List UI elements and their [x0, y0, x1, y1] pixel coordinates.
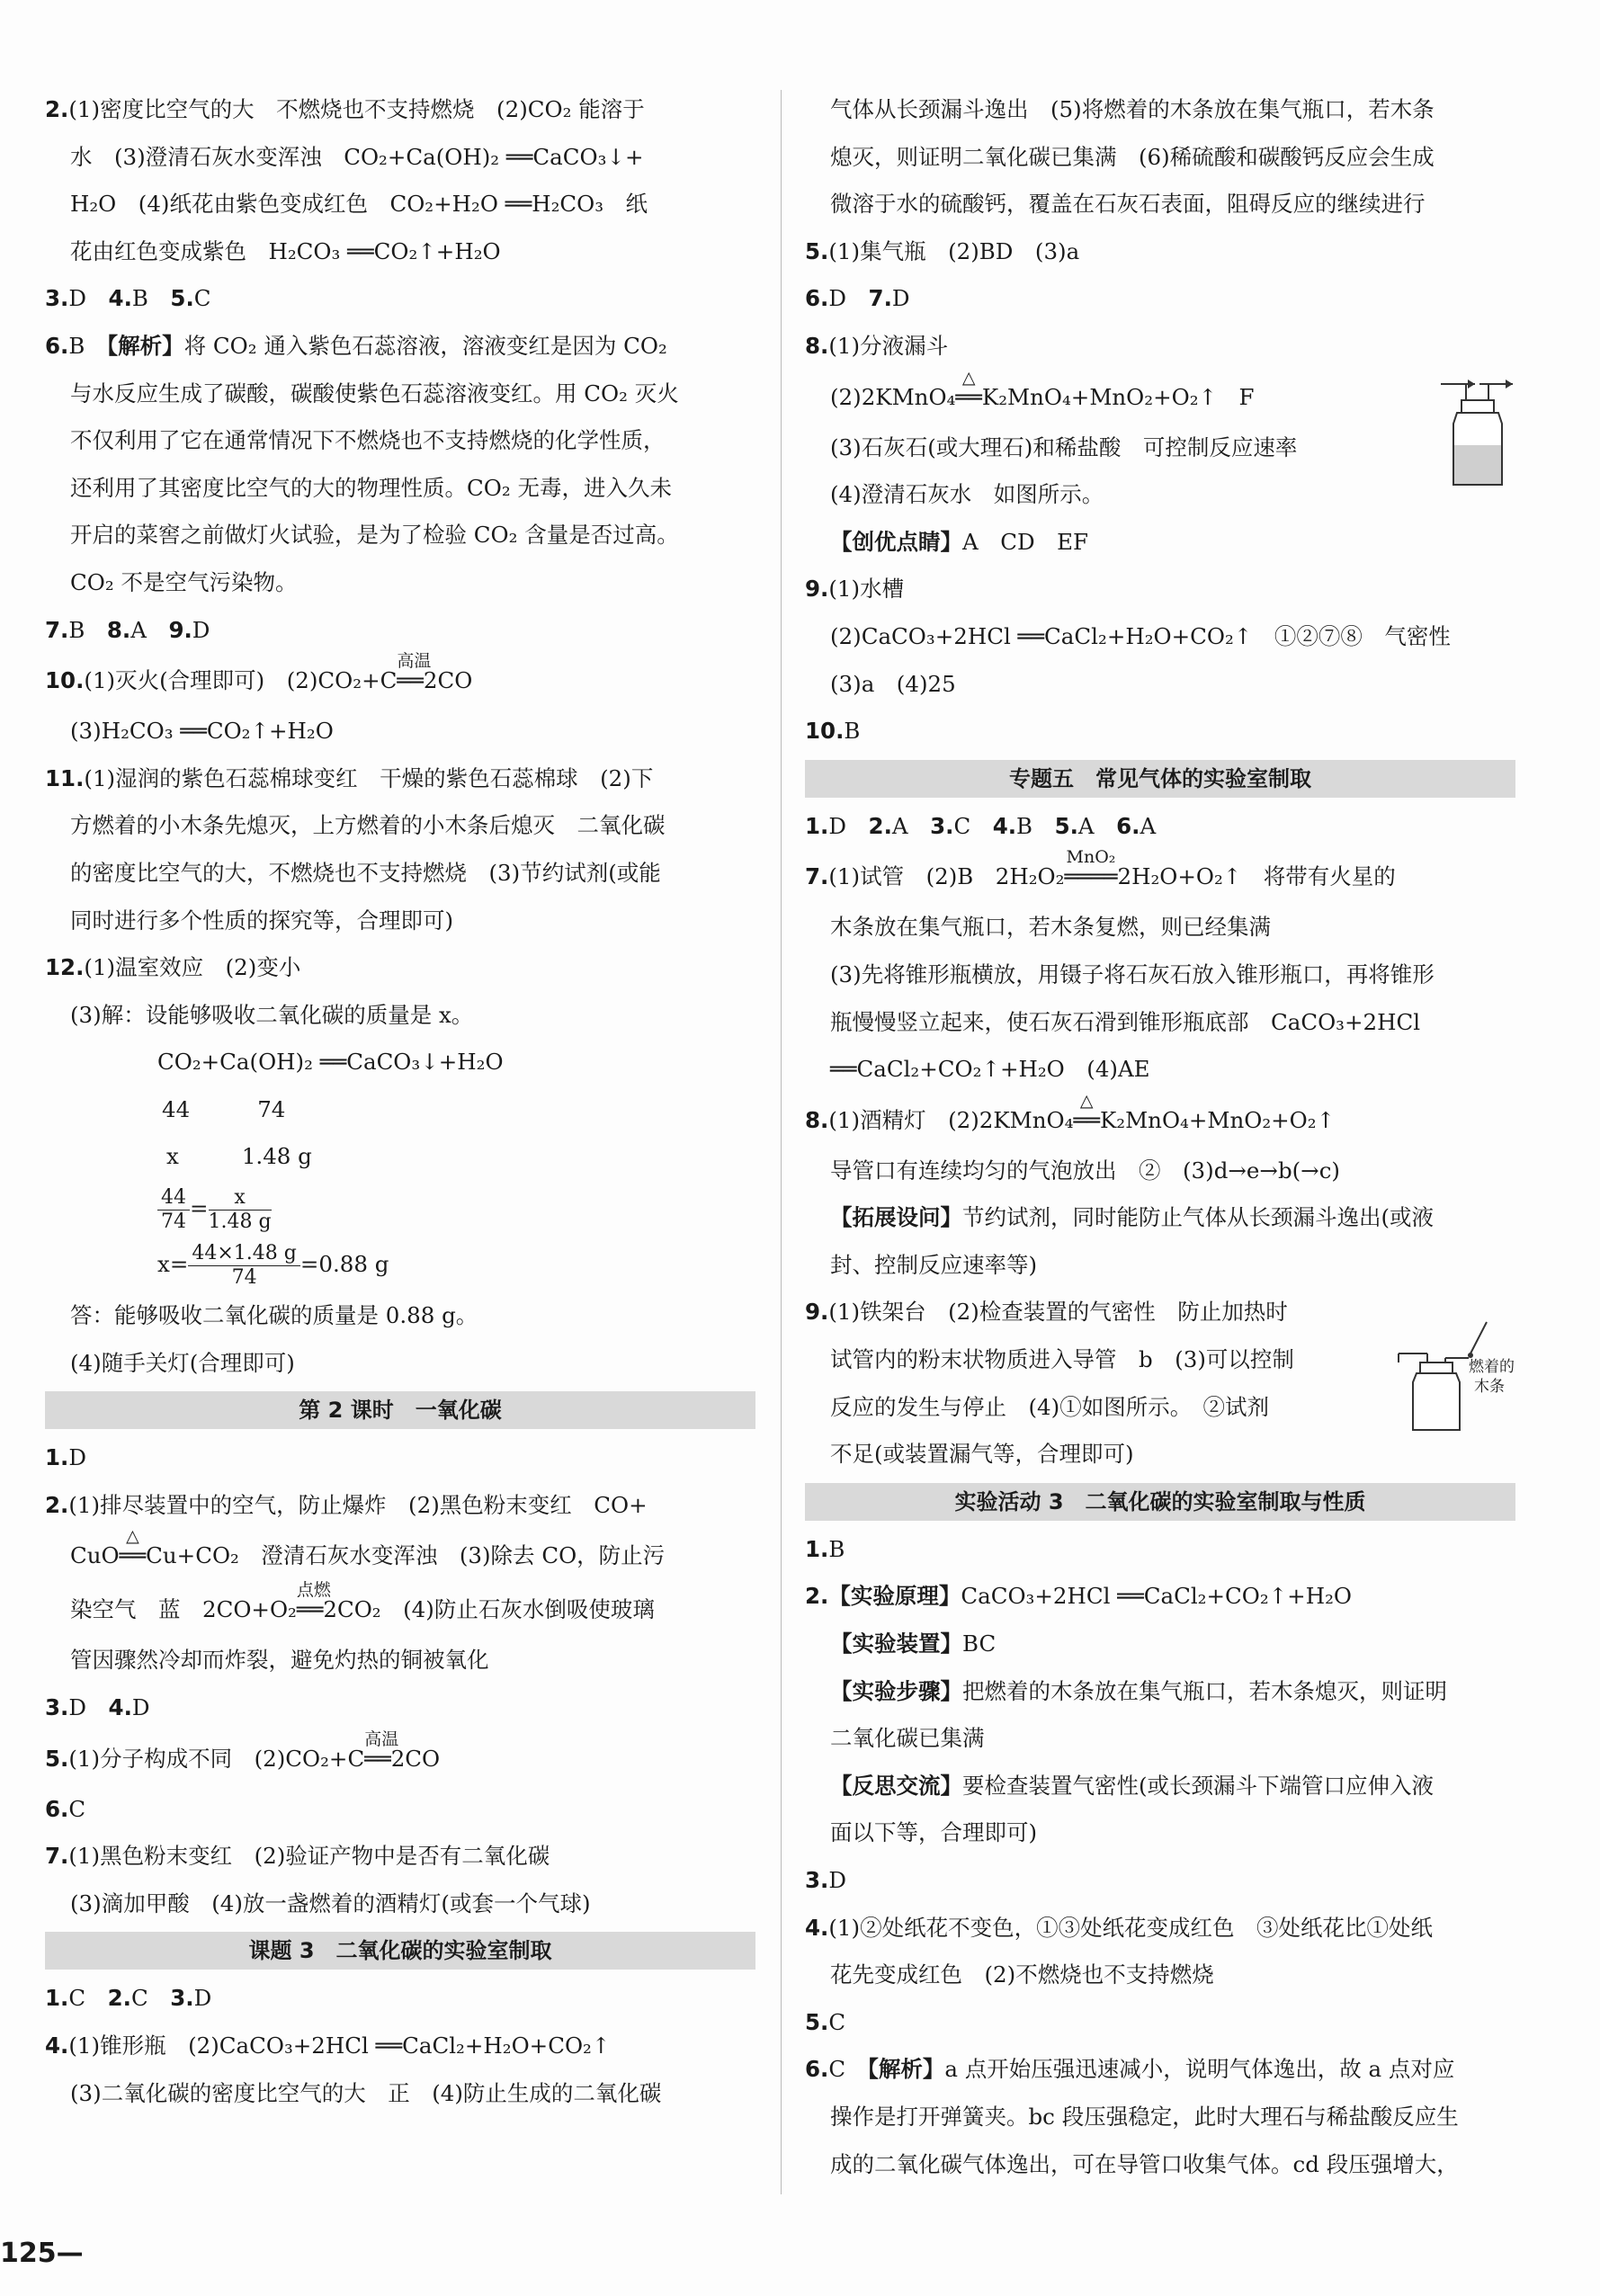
answer-line: 封、控制反应速率等): [830, 1251, 1038, 1278]
collecting-bottle-icon: [1390, 1318, 1524, 1443]
answer-line: 5.(1)集气瓶 (2)BD (3)a: [805, 237, 1080, 264]
answer-line: 1.D: [45, 1444, 87, 1471]
answer-line: 与水反应生成了碳酸，碳酸使紫色石蕊溶液变红。用 CO₂ 灭火: [70, 380, 679, 406]
answer-line: (4)澄清石灰水 如图所示。: [830, 481, 1104, 508]
answer-line: 4.(1)②处纸花不变色，①③处纸花变成红色 ③处纸花比①处纸: [805, 1914, 1434, 1941]
answer-line: (3)a (4)25: [830, 670, 956, 697]
reaction-condition: △ ══: [1073, 1090, 1100, 1133]
section-header: 实验活动 3 二氧化碳的实验室制取与性质: [805, 1483, 1515, 1521]
answer-line: 【反思交流】要检查装置气密性(或长颈漏斗下端管口应伸入液: [830, 1772, 1435, 1799]
fraction: $\frac{44\times 1.48 g}{74}$: [188, 1242, 300, 1290]
answer-line: 7.B 8.A 9.D: [45, 616, 210, 643]
answer-line: 花先变成红色 (2)不燃烧也不支持燃烧: [830, 1961, 1214, 1988]
svg-text:木条: 木条: [1474, 1378, 1505, 1396]
answer-line: 2.【实验原理】CaCO₃+2HCl ══CaCl₂+CO₂↑+H₂O: [805, 1583, 1352, 1610]
answer-line: 9.(1)铁架台 (2)检查装置的气密性 防止加热时: [805, 1299, 1288, 1326]
answer-line: 瓶慢慢竖立起来，使石灰石滑到锥形瓶底部 CaCO₃+2HCl: [830, 1008, 1421, 1035]
answer-line: 操作是打开弹簧夹。bc 段压强稳定，此时大理石与稀盐酸反应生: [830, 2103, 1459, 2130]
answer-line: 试管内的粉末状物质进入导管 b (3)可以控制: [830, 1346, 1294, 1373]
answer-line: 气体从长颈漏斗逸出 (5)将燃着的木条放在集气瓶口，若木条: [830, 96, 1435, 122]
answer-line: 答：能够吸收二氧化碳的质量是 0.88 g。: [70, 1302, 478, 1329]
answer-line: 还利用了其密度比空气的大的物理性质。CO₂ 无毒，进入久未: [70, 474, 672, 501]
answer-line: CuO △ ══Cu+CO₂ 澄清石灰水变浑浊 (3)除去 CO，防止污: [45, 1529, 755, 1583]
fraction: $\frac{x}{1.48 g}$: [208, 1186, 272, 1234]
reaction-condition: △ ══: [955, 367, 982, 410]
answer-line: 1.C 2.C 3.D: [45, 1985, 212, 2012]
answer-line: 3.D 4.D: [45, 1694, 150, 1721]
answer-line: 同时进行多个性质的探究等，合理即可): [70, 907, 454, 934]
svg-text:燃着的: 燃着的: [1469, 1358, 1515, 1376]
answer-line: CO₂ 不是空气污染物。: [70, 568, 298, 595]
answer-line: 导管口有连续均匀的气泡放出 ② (3)d→e→b(→c): [830, 1157, 1340, 1184]
answer-line: 【实验装置】BC: [830, 1630, 997, 1657]
answer-line: 管因骤然冷却而炸裂，避免灼热的铜被氧化: [70, 1647, 489, 1674]
answer-line: (3)二氧化碳的密度比空气的大 正 (4)防止生成的二氧化碳: [70, 2079, 662, 2106]
answer-line: (3)H₂CO₃ ══CO₂↑+H₂O: [70, 718, 334, 745]
answer-line: H₂O (4)纸花由紫色变成红色 CO₂+H₂O ══H₂CO₃ 纸: [70, 191, 648, 218]
answer-line: 【拓展设问】节约试剂，同时能防止气体从长颈漏斗逸出(或液: [830, 1204, 1435, 1231]
reaction-condition: 高温 ══: [364, 1729, 399, 1772]
answer-line: 6.B 【解析】将 CO₂ 通入紫色石蕊溶液，溶液变红是因为 CO₂: [45, 332, 667, 359]
reaction-condition: 点燃 ══: [296, 1580, 331, 1623]
answer-line: (2)CaCO₃+2HCl ══CaCl₂+H₂O+CO₂↑ ①②⑦⑧ 气密性: [830, 622, 1451, 649]
answer-line: 8.(1)分液漏斗: [805, 332, 949, 359]
answer-line: 12.(1)温室效应 (2)变小: [45, 954, 301, 981]
answer-line: 面以下等，合理即可): [830, 1819, 1038, 1846]
left-column: [45, 86, 755, 2117]
answer-line: 7.(1)黑色粉末变红 (2)验证产物中是否有二氧化碳: [45, 1843, 550, 1870]
answer-line: (4)随手关灯(合理即可): [70, 1349, 295, 1376]
answer-line: (3)石灰石(或大理石)和稀盐酸 可控制反应速率: [830, 433, 1298, 460]
answer-line: 开启的菜窖之前做灯火试验，是为了检验 CO₂ 含量是否过高。: [70, 522, 679, 549]
answer-line: 2.(1)密度比空气的大 不燃烧也不支持燃烧 (2)CO₂ 能溶于: [45, 96, 645, 122]
answer-line: 熄灭，则证明二氧化碳已集满 (6)稀硫酸和碳酸钙反应会生成: [830, 143, 1435, 170]
answer-line: 9.(1)水槽: [805, 576, 905, 603]
ratio-line: x 1.48 g: [166, 1143, 312, 1170]
answer-line: (2)2KMnO₄ △ ══K₂MnO₄+MnO₂+O₂↑ F: [805, 371, 1515, 424]
answer-line: 6.C: [45, 1795, 86, 1822]
burning-stick-figure: [1390, 1318, 1524, 1447]
section-header: 课题 3 二氧化碳的实验室制取: [45, 1932, 755, 1970]
answer-line: 成的二氧化碳气体逸出，可在导管口收集气体。cd 段压强增大，: [830, 2150, 1459, 2177]
answer-line: 10.(1)灭火(合理即可) (2)CO₂+C 高温 ══2CO: [45, 654, 755, 708]
answer-line: 花由红色变成紫色 H₂CO₃ ══CO₂↑+H₂O: [70, 237, 501, 264]
gas-bottle-icon: [1439, 373, 1515, 490]
answer-line: 5.(1)分子构成不同 (2)CO₂+C 高温 ══2CO: [45, 1732, 755, 1786]
answer-line: 5.C: [805, 2008, 846, 2035]
answer-line: 水 (3)澄清石灰水变浑浊 CO₂+Ca(OH)₂ ══CaCO₃↓+: [70, 143, 644, 170]
right-column: [805, 86, 1515, 2188]
answer-line: 【实验步骤】把燃着的木条放在集气瓶口，若木条熄灭，则证明: [830, 1677, 1447, 1704]
answer-line: 10.B: [805, 718, 861, 745]
answer-line: 二氧化碳已集满: [830, 1725, 985, 1752]
proportion-line: $\frac{44}{74}$ = $\frac{x}{1.48 g}$: [45, 1181, 755, 1237]
answer-line: 11.(1)湿润的紫色石蕊棉球变红 干燥的紫色石蕊棉球 (2)下: [45, 764, 654, 791]
answer-line: 微溶于水的硫酸钙，覆盖在石灰石表面，阻碍反应的继续进行: [830, 191, 1426, 218]
answer-line: 1.B: [805, 1535, 845, 1562]
answer-line: 4.(1)锥形瓶 (2)CaCO₃+2HCl ══CaCl₂+H₂O+CO₂↑: [45, 2032, 611, 2059]
ratio-line: 44 74: [162, 1095, 286, 1122]
answer-line: 3.D: [805, 1867, 847, 1893]
reaction-condition: 高温 ══: [397, 651, 432, 694]
answer-line: 7.(1)试管 (2)B 2H₂O₂ MnO₂ ════2H₂O+O₂↑ 将带有火星的: [805, 850, 1515, 904]
answer-line: 的密度比空气的大，不燃烧也不支持燃烧 (3)节约试剂(或能: [70, 859, 661, 886]
gas-bottle-figure: [1439, 373, 1515, 494]
answer-line: 1.D 2.A 3.C 4.B 5.A 6.A: [805, 812, 1157, 839]
answer-line: ══CaCl₂+CO₂↑+H₂O (4)AE: [830, 1056, 1150, 1083]
column-divider: [781, 90, 782, 2194]
answer-line: 反应的发生与停止 (4)①如图所示。 ②试剂: [830, 1393, 1269, 1420]
answer-line: 8.(1)酒精灯 (2)2KMnO₄ △ ══K₂MnO₄+MnO₂+O₂↑: [805, 1094, 1515, 1148]
answer-line: 不足(或装置漏气等，合理即可): [830, 1441, 1134, 1468]
section-header: 第 2 课时 一氧化碳: [45, 1391, 755, 1429]
answer-line: 木条放在集气瓶口，若木条复燃，则已经集满: [830, 914, 1271, 941]
reaction-condition: MnO₂ ════: [1064, 847, 1118, 890]
answer-line: (3)解：设能够吸收二氧化碳的质量是 x。: [70, 1001, 474, 1028]
answer-line: 染空气 蓝 2CO+O₂ 点燃 ══2CO₂ (4)防止石灰水倒吸使玻璃: [45, 1583, 755, 1637]
answer-line: 【创优点睛】A CD EF: [830, 528, 1088, 555]
result-line: x= $\frac{44\times 1.48 g}{74}$ =0.88 g: [157, 1242, 389, 1290]
answer-line: 方燃着的小木条先熄灭，上方燃着的小木条后熄灭 二氧化碳: [70, 812, 666, 839]
equation-line: CO₂+Ca(OH)₂ ══CaCO₃↓+H₂O: [157, 1049, 504, 1076]
answer-line: 6.C 【解析】a 点开始压强迅速减小，说明气体逸出，故 a 点对应: [805, 2056, 1455, 2083]
section-header: 专题五 常见气体的实验室制取: [805, 760, 1515, 798]
reaction-condition: △ ══: [119, 1526, 147, 1569]
page-number: 125—: [0, 2238, 84, 2269]
fraction: $\frac{44}{74}$: [157, 1186, 190, 1234]
answer-line: 6.D 7.D: [805, 285, 910, 312]
answer-line: 3.D 4.B 5.C: [45, 285, 211, 312]
answer-line: (3)先将锥形瓶横放，用镊子将石灰石放入锥形瓶口，再将锥形: [830, 960, 1435, 987]
answer-line: (3)滴加甲酸 (4)放一盏燃着的酒精灯(或套一个气球): [70, 1890, 591, 1916]
answer-line: 不仅利用了它在通常情况下不燃烧也不支持燃烧的化学性质，: [70, 427, 666, 454]
answer-line: 2.(1)排尽装置中的空气，防止爆炸 (2)黑色粉末变红 CO+: [45, 1491, 648, 1518]
